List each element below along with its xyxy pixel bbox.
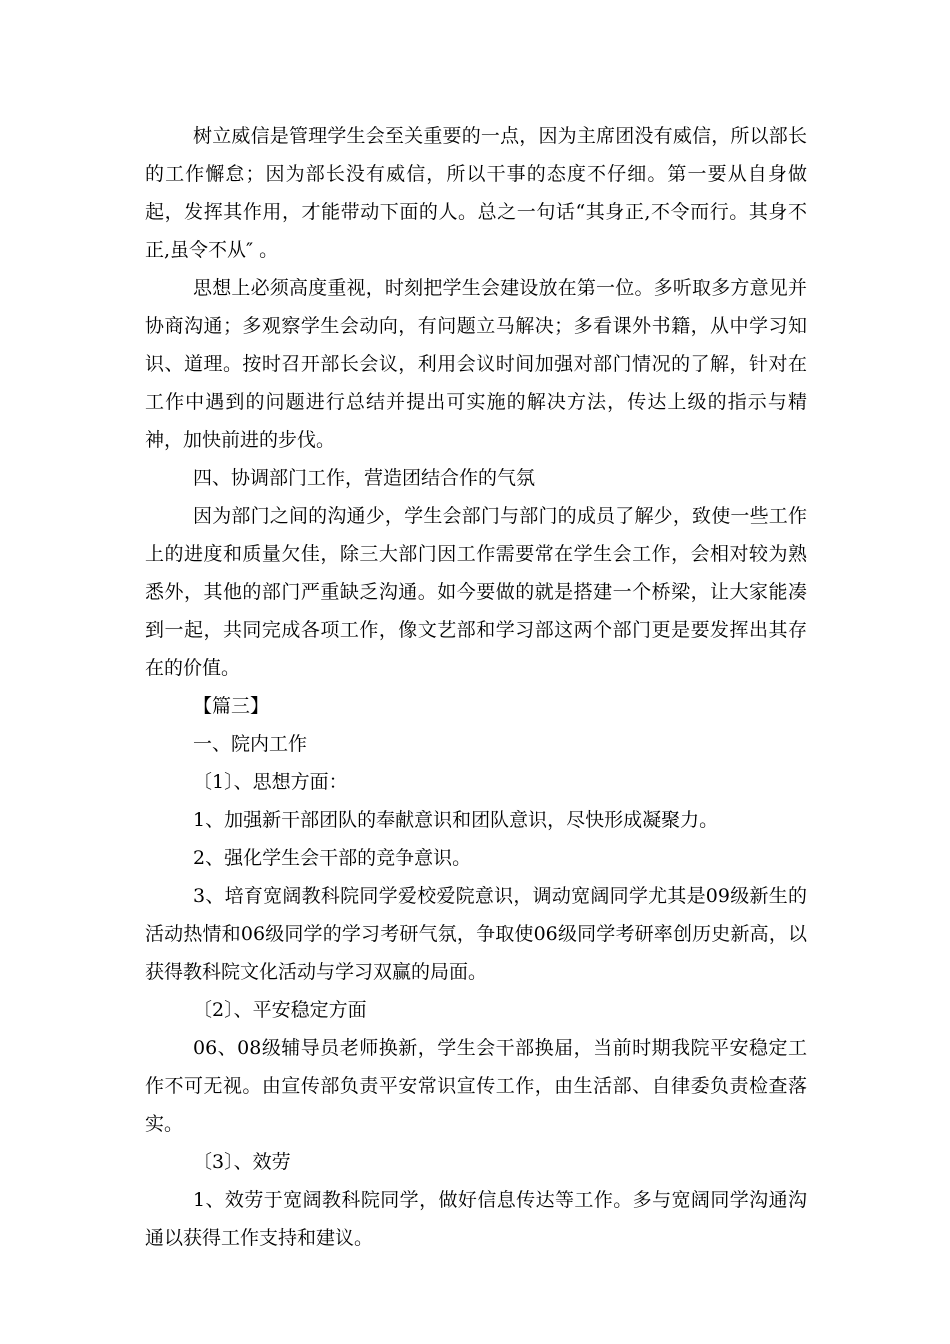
subsection-heading-safety: 〔2〕、平安稳定方面	[193, 999, 367, 1021]
list-item-2: 2、强化学生会干部的竞争意识。	[193, 847, 472, 869]
list-item-3: 3、培育宽阔教科院同学爱校爱院意识，调动宽阔同学尤其是09级新生的活动热情和06级同学的学习考研气氛，争取使06级同学考研率创历史新高，以获得教科院文化活动与学习双赢的局面。	[145, 885, 807, 983]
section-heading-coordinate: 四、协调部门工作，营造团结合作的气氛	[193, 467, 536, 489]
list-item-1: 1、加强新干部团队的奉献意识和团队意识，尽快形成凝聚力。	[193, 809, 719, 831]
section-heading-internal-work: 一、院内工作	[193, 733, 308, 755]
paragraph-communication: 因为部门之间的沟通少，学生会部门与部门的成员了解少，致使一些工作上的进度和质量欠佳，除三大部门因工作需要常在学生会工作，会相对较为熟悉外，其他的部门严重缺乏沟通。如今要做的就是搭建一个桥梁，让大家能凑到一起，共同完成各项工作，像文艺部和学习部这两个部门更是要发挥出其存在的价值。	[145, 505, 807, 679]
subsection-heading-service: 〔3〕、效劳	[193, 1151, 291, 1173]
list-item-service-1: 1、效劳于宽阔教科院同学，做好信息传达等工作。多与宽阔同学沟通沟通以获得工作支持和建议。	[145, 1189, 807, 1249]
document-body	[145, 117, 807, 1257]
paragraph-safety: 06、08级辅导员老师换新，学生会干部换届，当前时期我院平安稳定工作不可无视。由宣传部负责平安常识宣传工作，由生活部、自律委负责检查落实。	[145, 1037, 807, 1135]
paragraph-thinking: 思想上必须高度重视，时刻把学生会建设放在第一位。多听取多方意见并协商沟通；多观察学生会动向，有问题立马解决；多看课外书籍，从中学习知识、道理。按时召开部长会议，利用会议时间加强对部门情况的了解，针对在工作中遇到的问题进行总结并提出可实施的解决方法，传达上级的指示与精神，加快前进的步伐。	[145, 277, 807, 451]
chapter-heading-part3: 【篇三】	[193, 695, 270, 717]
subsection-heading-ideology: 〔1〕、思想方面：	[193, 771, 348, 793]
paragraph-authority: 树立威信是管理学生会至关重要的一点，因为主席团没有威信，所以部长的工作懈怠；因为部长没有威信，所以干事的态度不仔细。第一要从自身做起，发挥其作用，才能带动下面的人。总之一句话“其身正,不令而行。其身不正,虽令不从″ 。	[145, 125, 807, 261]
